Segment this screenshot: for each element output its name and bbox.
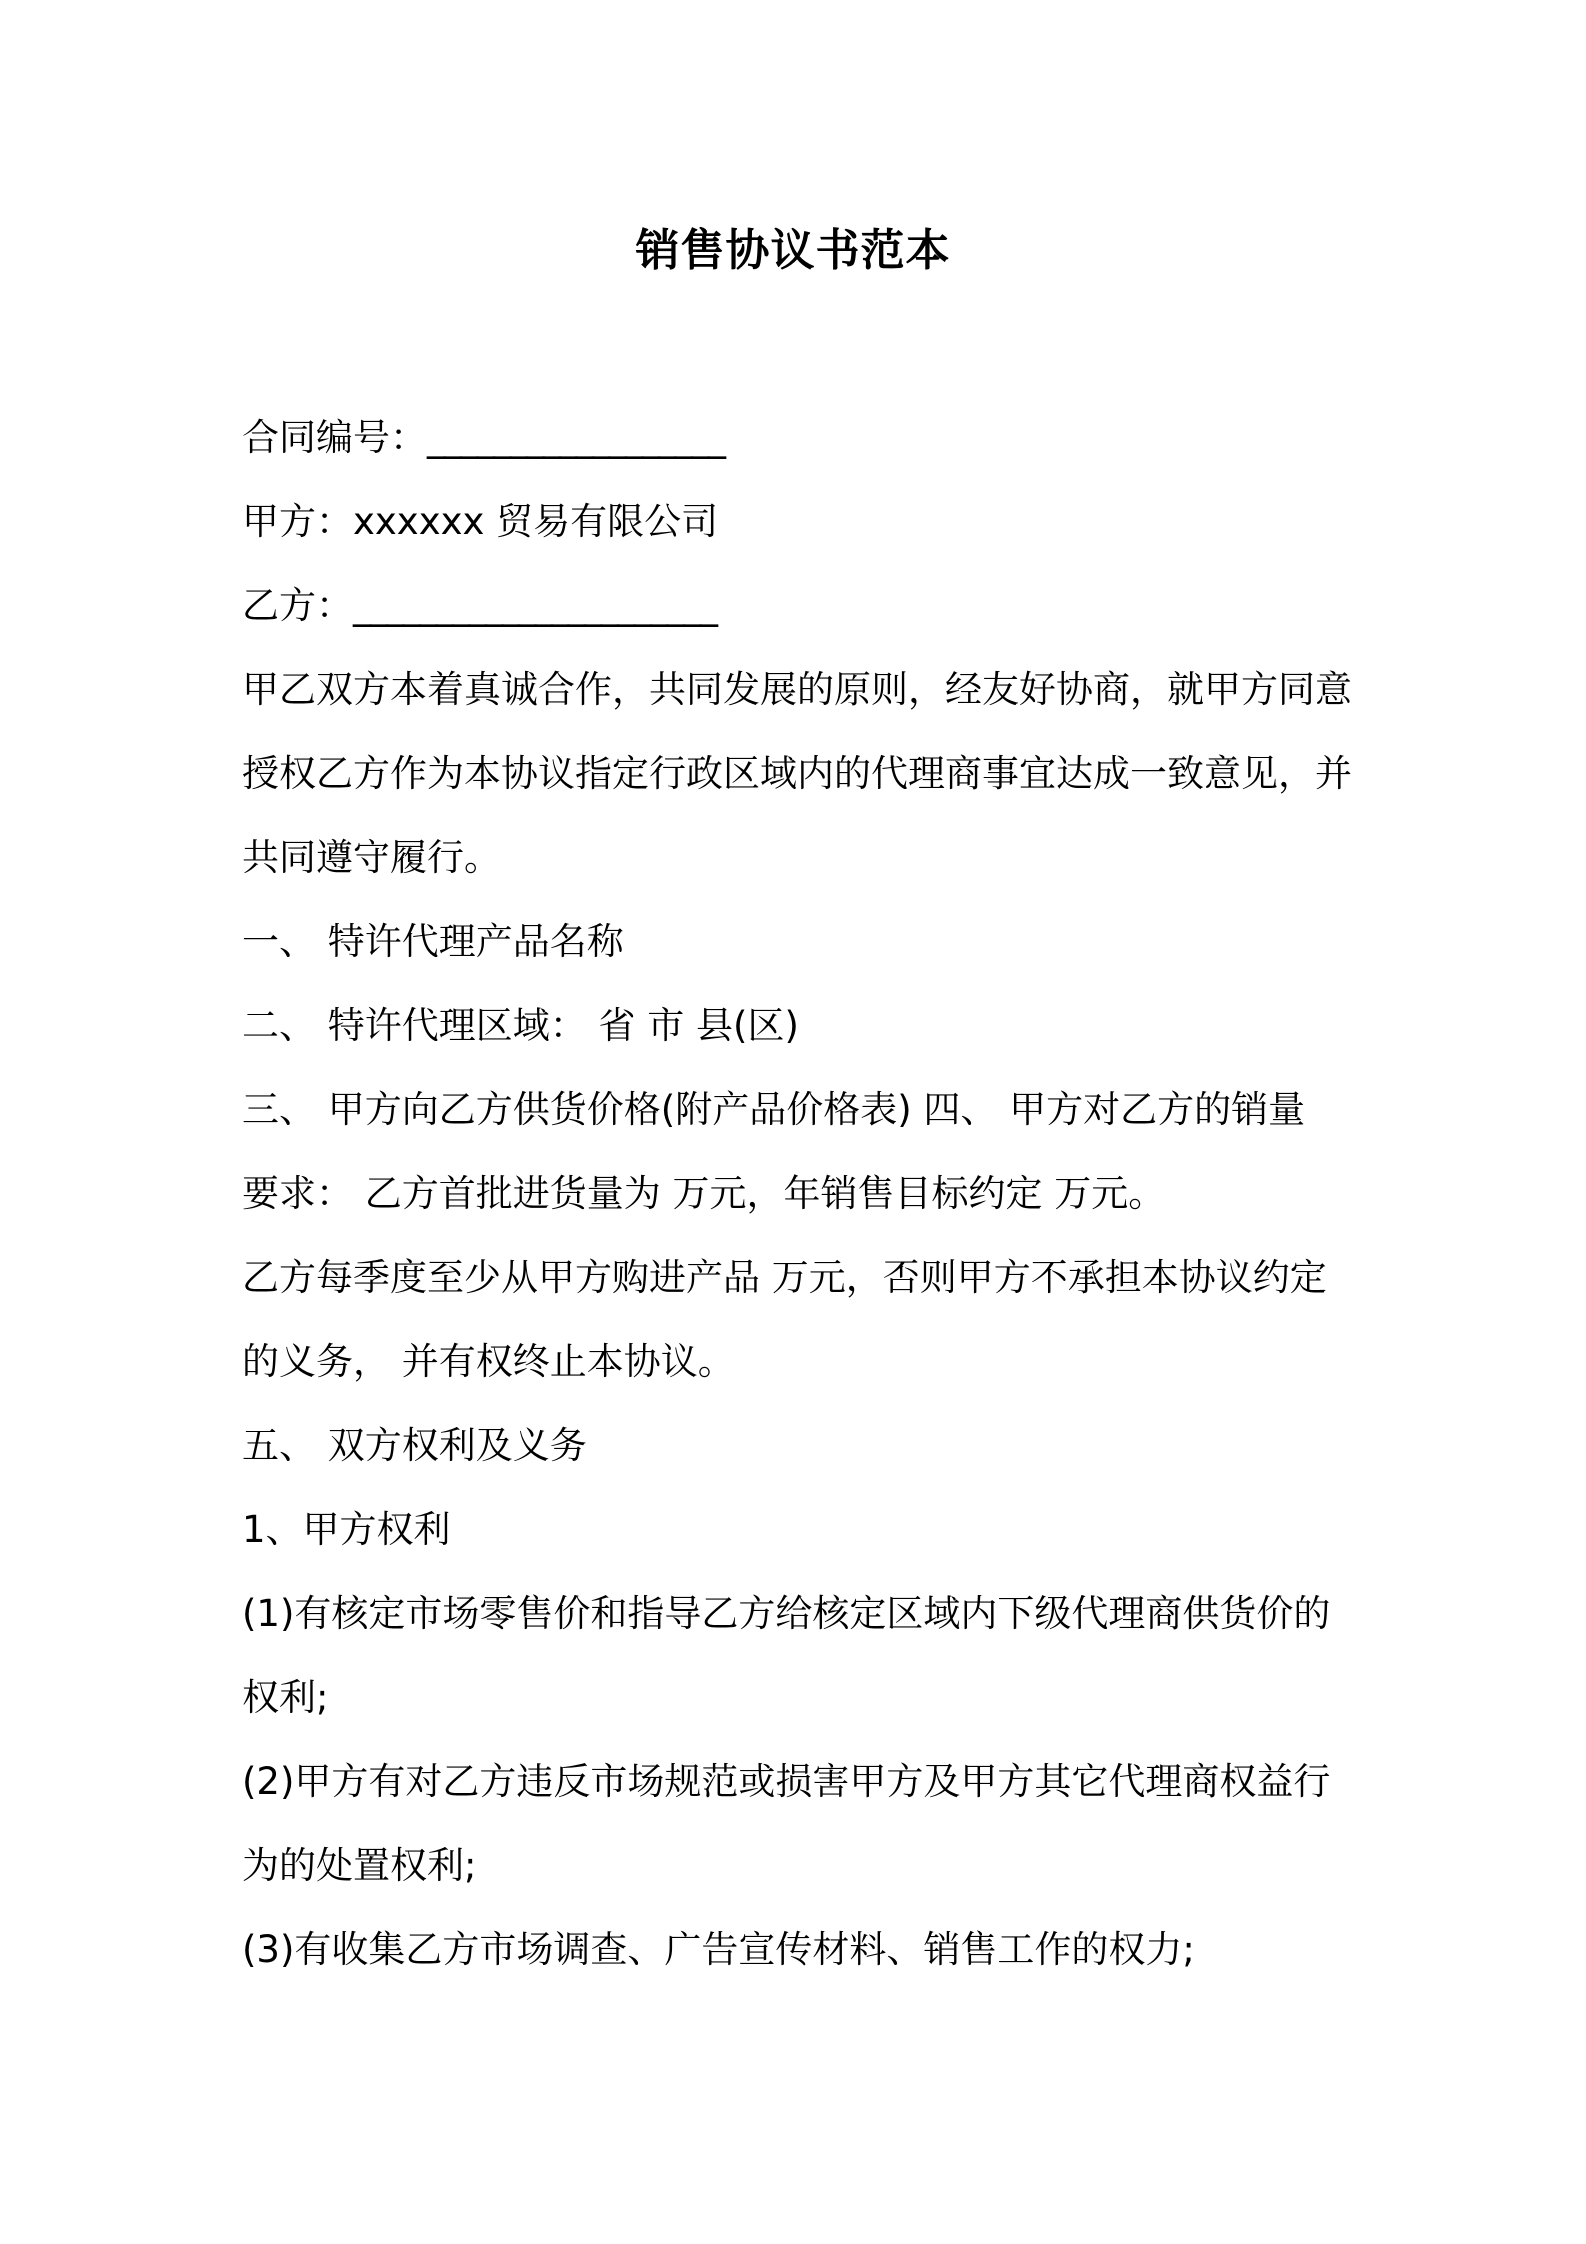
list-item-line: (1)有核定市场零售价和指导乙方给核定区域内下级代理商供货价的: [242, 1592, 1331, 1635]
party-b-line: [242, 582, 1357, 630]
section-heading: 二、 特许代理区域： 省 市 县(区): [242, 1004, 799, 1047]
contract-number-label: 合同编号：: [242, 416, 427, 459]
list-item-line: 为的处置权利;: [242, 1844, 477, 1887]
party-b-blank: ______________________: [353, 584, 716, 627]
party-a-line: 甲方：xxxxxx 贸易有限公司: [242, 500, 719, 543]
section-heading: 一、 特许代理产品名称: [242, 920, 624, 963]
paragraph-line: 要求： 乙方首批进货量为 万元，年销售目标约定 万元。: [242, 1172, 1166, 1215]
contract-number-line: [242, 414, 1357, 462]
paragraph-line: 授权乙方作为本协议指定行政区域内的代理商事宜达成一致意见，并: [242, 752, 1352, 795]
list-item-line: (3)有收集乙方市场调查、广告宣传材料、销售工作的权力;: [242, 1928, 1195, 1971]
document-title: 销售协议书范本: [635, 225, 951, 276]
paragraph-line: 共同遵守履行。: [242, 836, 501, 879]
paragraph-line: 甲乙双方本着真诚合作，共同发展的原则，经友好协商，就甲方同意: [242, 668, 1352, 711]
list-item-line: (2)甲方有对乙方违反市场规范或损害甲方及甲方其它代理商权益行: [242, 1760, 1331, 1803]
subsection-heading: 1、甲方权利: [242, 1508, 451, 1551]
section-heading: 五、 双方权利及义务: [242, 1424, 587, 1467]
list-item-line: 权利;: [242, 1676, 329, 1719]
contract-number-blank: __________________: [427, 416, 724, 459]
paragraph-line: 三、 甲方向乙方供货价格(附产品价格表) 四、 甲方对乙方的销量: [242, 1088, 1306, 1131]
paragraph-line: 的义务， 并有权终止本协议。: [242, 1340, 735, 1383]
paragraph-line: 乙方每季度至少从甲方购进产品 万元，否则甲方不承担本协议约定: [242, 1256, 1327, 1299]
party-b-label: 乙方：: [242, 584, 353, 627]
